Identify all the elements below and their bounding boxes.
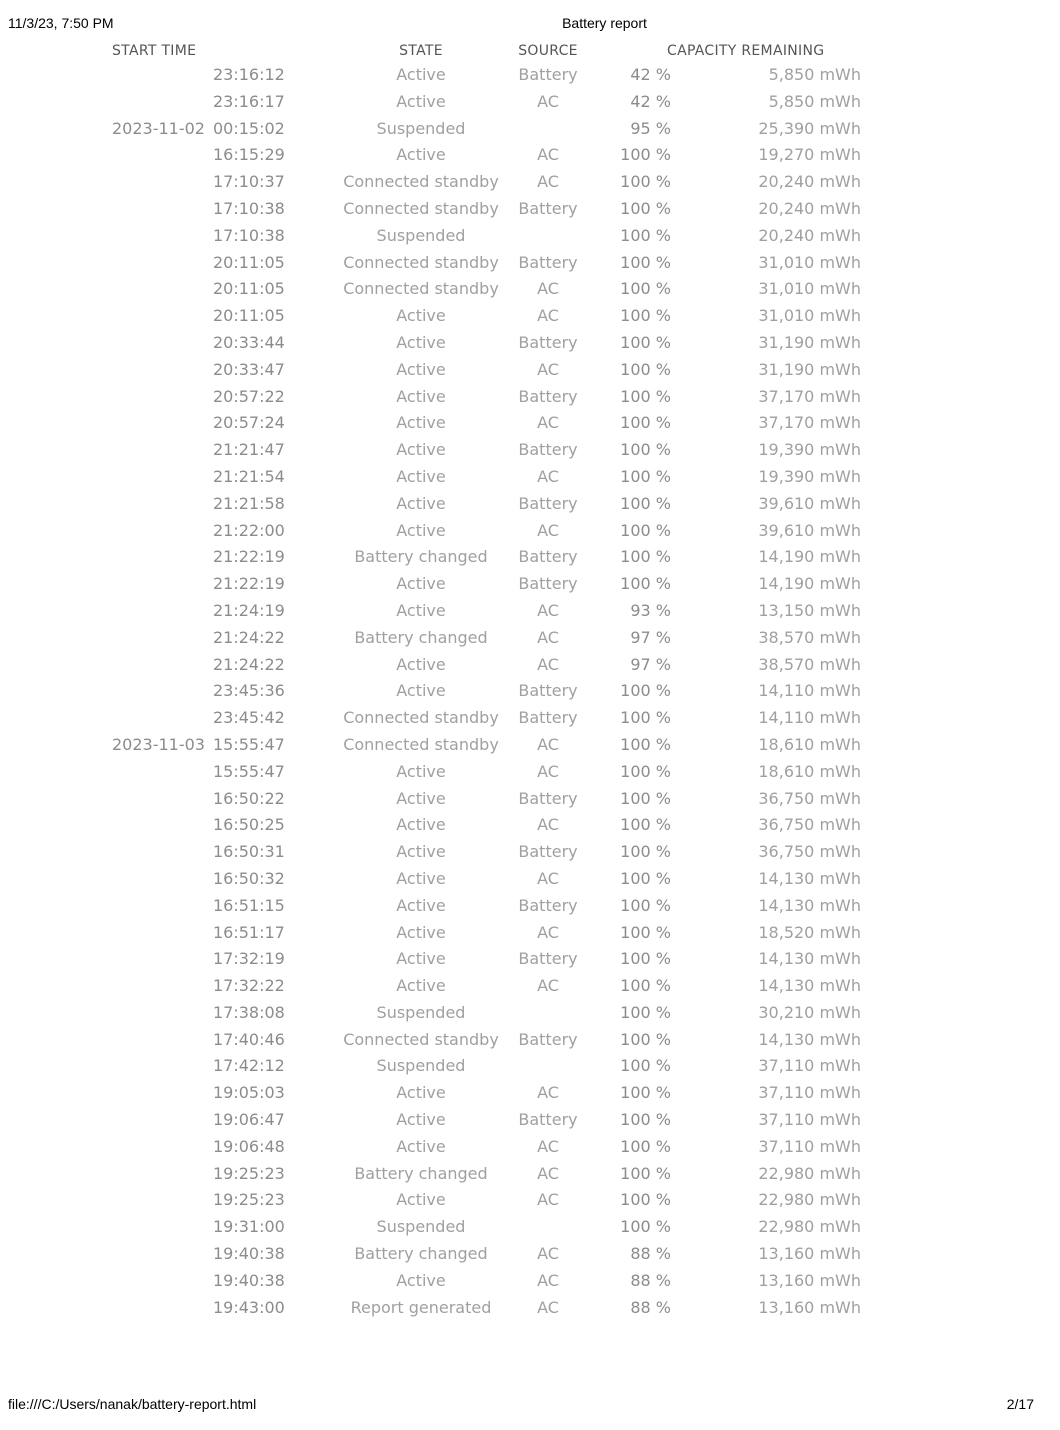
capacity-percent-cell: 100 % <box>620 386 671 406</box>
table-row <box>0 330 1060 357</box>
capacity-mwh-cell: 37,110 mWh <box>758 1110 861 1130</box>
capacity-percent-cell: 97 % <box>630 627 671 647</box>
capacity-mwh-cell: 31,010 mWh <box>758 279 861 299</box>
capacity-mwh-cell: 14,130 mWh <box>758 1029 861 1049</box>
start-time-cell: 21:24:19 <box>213 600 285 620</box>
state-cell: Battery changed <box>354 1163 488 1183</box>
source-cell: Battery <box>518 895 578 915</box>
start-time-cell: 19:40:38 <box>213 1270 285 1290</box>
start-time-cell: 20:33:44 <box>213 332 285 352</box>
state-cell: Connected standby <box>343 252 499 272</box>
table-row <box>0 571 1060 598</box>
table-row <box>0 705 1060 732</box>
start-time-cell: 17:38:08 <box>213 1002 285 1022</box>
source-cell: AC <box>537 1163 559 1183</box>
source-cell: AC <box>537 868 559 888</box>
source-cell: AC <box>537 1244 559 1264</box>
source-cell: AC <box>537 1297 559 1317</box>
capacity-mwh-cell: 39,610 mWh <box>758 520 861 540</box>
start-time-cell: 23:45:36 <box>213 681 285 701</box>
source-cell: Battery <box>518 198 578 218</box>
table-row <box>0 973 1060 1000</box>
state-cell: Active <box>396 681 446 701</box>
capacity-mwh-cell: 36,750 mWh <box>758 788 861 808</box>
table-row <box>0 1000 1060 1027</box>
state-cell: Active <box>396 815 446 835</box>
capacity-percent-cell: 100 % <box>620 1002 671 1022</box>
capacity-percent-cell: 100 % <box>620 547 671 567</box>
source-cell: AC <box>537 413 559 433</box>
table-row <box>0 839 1060 866</box>
source-cell: AC <box>537 1136 559 1156</box>
capacity-percent-cell: 88 % <box>630 1244 671 1264</box>
capacity-mwh-cell: 13,160 mWh <box>758 1244 861 1264</box>
source-cell: Battery <box>518 252 578 272</box>
start-time-cell: 21:21:54 <box>213 466 285 486</box>
source-cell: Battery <box>518 1110 578 1130</box>
state-cell: Active <box>396 91 446 111</box>
capacity-percent-cell: 100 % <box>620 198 671 218</box>
start-time-cell: 19:25:23 <box>213 1190 285 1210</box>
capacity-percent-cell: 97 % <box>630 654 671 674</box>
start-date-cell: 2023-11-02 <box>112 118 205 138</box>
table-row <box>0 142 1060 169</box>
start-time-cell: 16:50:22 <box>213 788 285 808</box>
state-cell: Active <box>396 600 446 620</box>
start-time-cell: 00:15:02 <box>213 118 285 138</box>
start-time-cell: 19:40:38 <box>213 1244 285 1264</box>
start-time-cell: 21:22:19 <box>213 574 285 594</box>
header-capacity-remaining: CAPACITY REMAINING <box>667 43 825 59</box>
capacity-mwh-cell: 14,130 mWh <box>758 976 861 996</box>
capacity-mwh-cell: 36,750 mWh <box>758 842 861 862</box>
capacity-percent-cell: 100 % <box>620 949 671 969</box>
start-time-cell: 19:05:03 <box>213 1083 285 1103</box>
start-time-cell: 17:10:37 <box>213 172 285 192</box>
table-row <box>0 1268 1060 1295</box>
state-cell: Active <box>396 413 446 433</box>
capacity-mwh-cell: 22,980 mWh <box>758 1190 861 1210</box>
state-cell: Active <box>396 868 446 888</box>
table-row <box>0 893 1060 920</box>
capacity-percent-cell: 100 % <box>620 868 671 888</box>
state-cell: Active <box>396 574 446 594</box>
start-time-cell: 17:10:38 <box>213 225 285 245</box>
start-time-cell: 19:43:00 <box>213 1297 285 1317</box>
state-cell: Active <box>396 842 446 862</box>
start-time-cell: 23:16:17 <box>213 91 285 111</box>
source-cell: AC <box>537 172 559 192</box>
print-title: Battery report <box>562 15 647 31</box>
capacity-percent-cell: 100 % <box>620 761 671 781</box>
capacity-percent-cell: 100 % <box>620 895 671 915</box>
start-time-cell: 23:45:42 <box>213 708 285 728</box>
state-cell: Active <box>396 520 446 540</box>
state-cell: Active <box>396 65 446 84</box>
state-cell: Active <box>396 386 446 406</box>
capacity-mwh-cell: 18,610 mWh <box>758 734 861 754</box>
table-row <box>0 518 1060 545</box>
battery-usage-table <box>0 62 1060 1321</box>
start-time-cell: 21:24:22 <box>213 654 285 674</box>
capacity-mwh-cell: 31,010 mWh <box>758 306 861 326</box>
source-cell: AC <box>537 466 559 486</box>
start-time-cell: 15:55:47 <box>213 734 285 754</box>
capacity-mwh-cell: 14,190 mWh <box>758 574 861 594</box>
capacity-mwh-cell: 22,980 mWh <box>758 1217 861 1237</box>
state-cell: Connected standby <box>343 734 499 754</box>
capacity-percent-cell: 100 % <box>620 574 671 594</box>
state-cell: Active <box>396 332 446 352</box>
capacity-mwh-cell: 20,240 mWh <box>758 225 861 245</box>
start-time-cell: 17:32:19 <box>213 949 285 969</box>
table-row <box>0 866 1060 893</box>
source-cell: AC <box>537 91 559 111</box>
capacity-percent-cell: 88 % <box>630 1297 671 1317</box>
capacity-percent-cell: 100 % <box>620 520 671 540</box>
table-row <box>0 276 1060 303</box>
capacity-mwh-cell: 19,390 mWh <box>758 440 861 460</box>
source-cell: AC <box>537 761 559 781</box>
capacity-mwh-cell: 14,110 mWh <box>758 681 861 701</box>
capacity-mwh-cell: 25,390 mWh <box>758 118 861 138</box>
start-time-cell: 21:22:00 <box>213 520 285 540</box>
source-cell: Battery <box>518 386 578 406</box>
state-cell: Battery changed <box>354 1244 488 1264</box>
state-cell: Report generated <box>350 1297 492 1317</box>
table-row <box>0 303 1060 330</box>
header-start-time: START TIME <box>112 43 197 59</box>
capacity-percent-cell: 100 % <box>620 788 671 808</box>
capacity-percent-cell: 100 % <box>620 413 671 433</box>
start-time-cell: 20:33:47 <box>213 359 285 379</box>
table-row <box>0 1053 1060 1080</box>
source-cell: AC <box>537 359 559 379</box>
start-time-cell: 23:16:12 <box>213 65 285 84</box>
table-row <box>0 1027 1060 1054</box>
capacity-mwh-cell: 39,610 mWh <box>758 493 861 513</box>
capacity-percent-cell: 100 % <box>620 815 671 835</box>
source-cell: Battery <box>518 842 578 862</box>
table-row <box>0 62 1060 89</box>
source-cell: AC <box>537 734 559 754</box>
capacity-mwh-cell: 30,210 mWh <box>758 1002 861 1022</box>
start-time-cell: 16:50:32 <box>213 868 285 888</box>
capacity-percent-cell: 100 % <box>620 1029 671 1049</box>
table-row <box>0 759 1060 786</box>
capacity-mwh-cell: 19,270 mWh <box>758 145 861 165</box>
capacity-mwh-cell: 37,170 mWh <box>758 413 861 433</box>
capacity-percent-cell: 100 % <box>620 252 671 272</box>
state-cell: Active <box>396 1270 446 1290</box>
source-cell: Battery <box>518 574 578 594</box>
start-time-cell: 19:25:23 <box>213 1163 285 1183</box>
start-date-cell: 2023-11-03 <box>112 734 205 754</box>
capacity-mwh-cell: 20,240 mWh <box>758 172 861 192</box>
capacity-mwh-cell: 13,160 mWh <box>758 1297 861 1317</box>
capacity-mwh-cell: 36,750 mWh <box>758 815 861 835</box>
table-row <box>0 920 1060 947</box>
start-time-cell: 20:11:05 <box>213 306 285 326</box>
capacity-percent-cell: 42 % <box>630 91 671 111</box>
capacity-mwh-cell: 14,190 mWh <box>758 547 861 567</box>
source-cell: AC <box>537 654 559 674</box>
source-cell: AC <box>537 520 559 540</box>
source-cell: Battery <box>518 708 578 728</box>
table-row <box>0 437 1060 464</box>
table-row <box>0 357 1060 384</box>
state-cell: Active <box>396 1190 446 1210</box>
capacity-percent-cell: 100 % <box>620 922 671 942</box>
capacity-percent-cell: 100 % <box>620 493 671 513</box>
start-time-cell: 16:50:31 <box>213 842 285 862</box>
capacity-percent-cell: 93 % <box>630 600 671 620</box>
capacity-mwh-cell: 5,850 mWh <box>768 65 861 84</box>
capacity-mwh-cell: 22,980 mWh <box>758 1163 861 1183</box>
state-cell: Connected standby <box>343 279 499 299</box>
capacity-percent-cell: 100 % <box>620 172 671 192</box>
capacity-percent-cell: 100 % <box>620 681 671 701</box>
start-time-cell: 16:51:15 <box>213 895 285 915</box>
capacity-mwh-cell: 18,610 mWh <box>758 761 861 781</box>
capacity-percent-cell: 100 % <box>620 1056 671 1076</box>
table-row <box>0 1107 1060 1134</box>
table-row <box>0 250 1060 277</box>
state-cell: Active <box>396 976 446 996</box>
state-cell: Active <box>396 654 446 674</box>
state-cell: Active <box>396 761 446 781</box>
capacity-percent-cell: 100 % <box>620 842 671 862</box>
table-row <box>0 491 1060 518</box>
state-cell: Active <box>396 949 446 969</box>
state-cell: Suspended <box>376 1217 466 1237</box>
capacity-percent-cell: 100 % <box>620 279 671 299</box>
source-cell: Battery <box>518 547 578 567</box>
state-cell: Active <box>396 922 446 942</box>
capacity-percent-cell: 100 % <box>620 1136 671 1156</box>
capacity-percent-cell: 100 % <box>620 708 671 728</box>
start-time-cell: 16:51:17 <box>213 922 285 942</box>
print-page-number: 2/17 <box>1006 1396 1034 1412</box>
capacity-percent-cell: 100 % <box>620 1110 671 1130</box>
capacity-percent-cell: 100 % <box>620 1083 671 1103</box>
state-cell: Suspended <box>376 118 466 138</box>
capacity-percent-cell: 100 % <box>620 145 671 165</box>
state-cell: Connected standby <box>343 708 499 728</box>
source-cell: AC <box>537 627 559 647</box>
table-row <box>0 1295 1060 1322</box>
table-row <box>0 1134 1060 1161</box>
header-state: STATE <box>399 43 443 59</box>
capacity-percent-cell: 95 % <box>630 118 671 138</box>
state-cell: Active <box>396 1083 446 1103</box>
state-cell: Suspended <box>376 225 466 245</box>
print-datetime: 11/3/23, 7:50 PM <box>8 15 114 31</box>
capacity-mwh-cell: 14,130 mWh <box>758 949 861 969</box>
start-time-cell: 20:11:05 <box>213 279 285 299</box>
start-time-cell: 20:11:05 <box>213 252 285 272</box>
capacity-mwh-cell: 38,570 mWh <box>758 654 861 674</box>
source-cell: Battery <box>518 1029 578 1049</box>
capacity-percent-cell: 100 % <box>620 976 671 996</box>
table-row <box>0 732 1060 759</box>
table-row <box>0 223 1060 250</box>
source-cell: AC <box>537 976 559 996</box>
start-time-cell: 19:06:48 <box>213 1136 285 1156</box>
state-cell: Battery changed <box>354 547 488 567</box>
source-cell: AC <box>537 1083 559 1103</box>
state-cell: Active <box>396 493 446 513</box>
start-time-cell: 20:57:22 <box>213 386 285 406</box>
capacity-mwh-cell: 18,520 mWh <box>758 922 861 942</box>
table-row <box>0 544 1060 571</box>
capacity-percent-cell: 100 % <box>620 1163 671 1183</box>
table-row <box>0 1080 1060 1107</box>
table-row <box>0 196 1060 223</box>
header-source: SOURCE <box>518 43 578 59</box>
table-row <box>0 1187 1060 1214</box>
capacity-percent-cell: 100 % <box>620 1190 671 1210</box>
start-time-cell: 17:10:38 <box>213 198 285 218</box>
capacity-percent-cell: 100 % <box>620 332 671 352</box>
state-cell: Active <box>396 466 446 486</box>
capacity-mwh-cell: 13,160 mWh <box>758 1270 861 1290</box>
table-row <box>0 1214 1060 1241</box>
table-row <box>0 625 1060 652</box>
source-cell: AC <box>537 1190 559 1210</box>
state-cell: Active <box>396 306 446 326</box>
state-cell: Active <box>396 1136 446 1156</box>
start-time-cell: 21:21:47 <box>213 440 285 460</box>
state-cell: Active <box>396 895 446 915</box>
capacity-mwh-cell: 20,240 mWh <box>758 198 861 218</box>
capacity-percent-cell: 100 % <box>620 1217 671 1237</box>
source-cell: Battery <box>518 681 578 701</box>
capacity-mwh-cell: 14,130 mWh <box>758 868 861 888</box>
table-row <box>0 946 1060 973</box>
capacity-mwh-cell: 14,110 mWh <box>758 708 861 728</box>
capacity-mwh-cell: 31,190 mWh <box>758 332 861 352</box>
state-cell: Connected standby <box>343 1029 499 1049</box>
table-row <box>0 652 1060 679</box>
table-row <box>0 812 1060 839</box>
capacity-mwh-cell: 37,170 mWh <box>758 386 861 406</box>
table-row <box>0 678 1060 705</box>
table-row <box>0 169 1060 196</box>
capacity-mwh-cell: 13,150 mWh <box>758 600 861 620</box>
table-row <box>0 1161 1060 1188</box>
start-time-cell: 21:24:22 <box>213 627 285 647</box>
table-row <box>0 384 1060 411</box>
table-row <box>0 464 1060 491</box>
source-cell: Battery <box>518 65 578 84</box>
state-cell: Active <box>396 145 446 165</box>
capacity-percent-cell: 42 % <box>630 65 671 84</box>
source-cell: AC <box>537 922 559 942</box>
source-cell: AC <box>537 815 559 835</box>
source-cell: AC <box>537 306 559 326</box>
capacity-mwh-cell: 37,110 mWh <box>758 1083 861 1103</box>
capacity-percent-cell: 100 % <box>620 440 671 460</box>
start-time-cell: 16:15:29 <box>213 145 285 165</box>
source-cell: Battery <box>518 440 578 460</box>
state-cell: Active <box>396 788 446 808</box>
start-time-cell: 21:22:19 <box>213 547 285 567</box>
table-row <box>0 410 1060 437</box>
capacity-percent-cell: 100 % <box>620 225 671 245</box>
state-cell: Battery changed <box>354 627 488 647</box>
table-row <box>0 598 1060 625</box>
state-cell: Connected standby <box>343 172 499 192</box>
state-cell: Active <box>396 440 446 460</box>
source-cell: Battery <box>518 949 578 969</box>
capacity-mwh-cell: 19,390 mWh <box>758 466 861 486</box>
start-time-cell: 19:06:47 <box>213 1110 285 1130</box>
start-time-cell: 17:32:22 <box>213 976 285 996</box>
start-time-cell: 21:21:58 <box>213 493 285 513</box>
capacity-mwh-cell: 14,130 mWh <box>758 895 861 915</box>
state-cell: Suspended <box>376 1002 466 1022</box>
start-time-cell: 16:50:25 <box>213 815 285 835</box>
capacity-percent-cell: 100 % <box>620 359 671 379</box>
table-row <box>0 786 1060 813</box>
capacity-mwh-cell: 37,110 mWh <box>758 1136 861 1156</box>
capacity-percent-cell: 100 % <box>620 306 671 326</box>
start-time-cell: 17:42:12 <box>213 1056 285 1076</box>
start-time-cell: 15:55:47 <box>213 761 285 781</box>
table-row <box>0 1241 1060 1268</box>
capacity-percent-cell: 100 % <box>620 734 671 754</box>
capacity-mwh-cell: 37,110 mWh <box>758 1056 861 1076</box>
state-cell: Connected standby <box>343 198 499 218</box>
source-cell: Battery <box>518 493 578 513</box>
state-cell: Suspended <box>376 1056 466 1076</box>
source-cell: AC <box>537 1270 559 1290</box>
state-cell: Active <box>396 359 446 379</box>
start-time-cell: 17:40:46 <box>213 1029 285 1049</box>
capacity-mwh-cell: 31,190 mWh <box>758 359 861 379</box>
source-cell: AC <box>537 279 559 299</box>
capacity-mwh-cell: 31,010 mWh <box>758 252 861 272</box>
source-cell: Battery <box>518 332 578 352</box>
source-cell: Battery <box>518 788 578 808</box>
start-time-cell: 20:57:24 <box>213 413 285 433</box>
state-cell: Active <box>396 1110 446 1130</box>
capacity-mwh-cell: 5,850 mWh <box>768 91 861 111</box>
capacity-mwh-cell: 38,570 mWh <box>758 627 861 647</box>
table-row <box>0 116 1060 143</box>
source-cell: AC <box>537 145 559 165</box>
capacity-percent-cell: 88 % <box>630 1270 671 1290</box>
table-row <box>0 89 1060 116</box>
start-time-cell: 19:31:00 <box>213 1217 285 1237</box>
source-cell: AC <box>537 600 559 620</box>
print-file-path: file:///C:/Users/nanak/battery-report.html <box>8 1396 257 1412</box>
capacity-percent-cell: 100 % <box>620 466 671 486</box>
